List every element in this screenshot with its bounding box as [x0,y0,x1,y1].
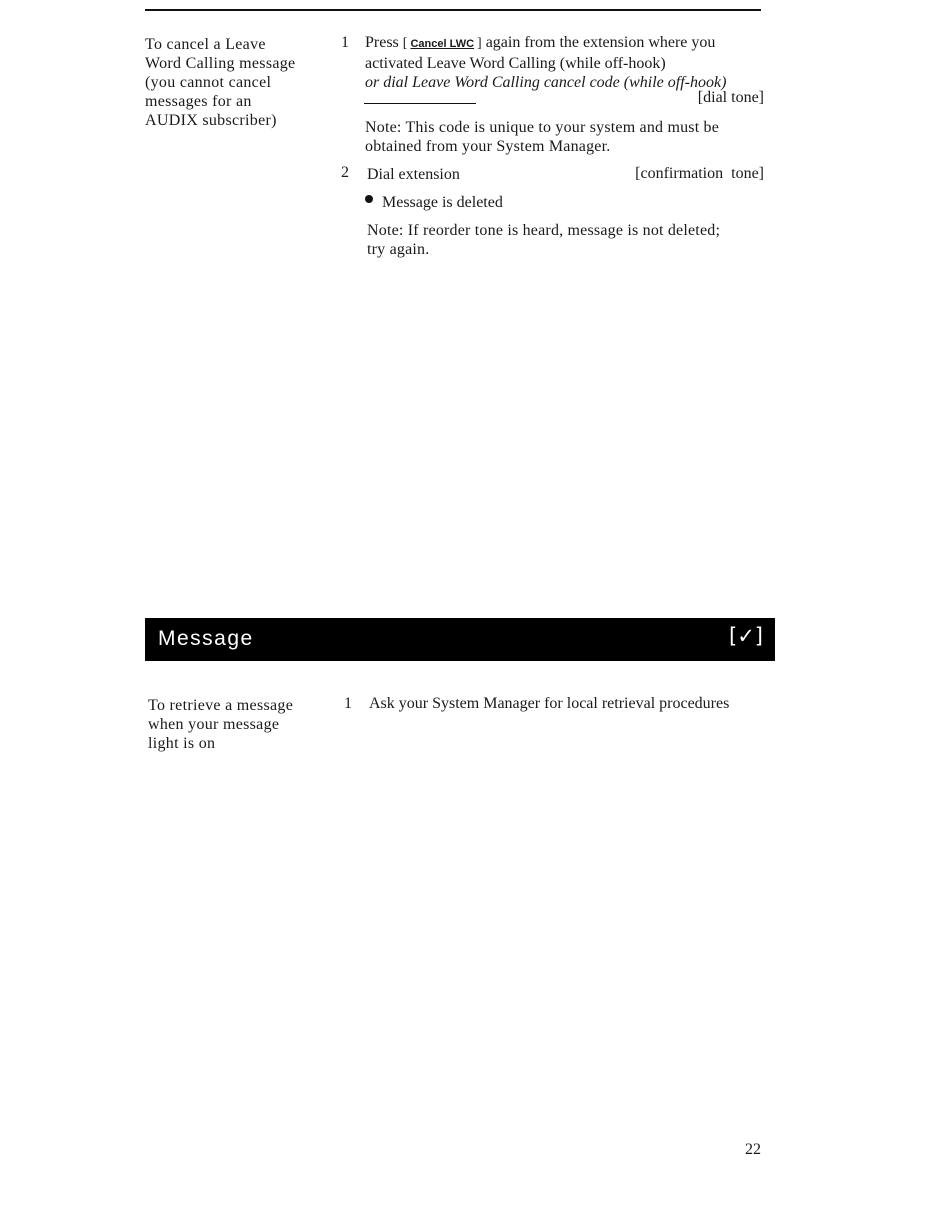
cancel-lwc-button: Cancel LWC [410,38,475,50]
bracket-open: [ [402,36,408,51]
step-1-line-2: activated Leave Word Calling (while off-hook) [365,55,666,72]
task-line: light is on [148,735,216,752]
confirmation-tone-label: [confirmation tone] [635,165,764,182]
note-line: Note: This code is unique to your system and must be [365,119,720,136]
step-1-line-1 [365,33,765,54]
task-line: To cancel a Leave [145,36,266,53]
task-line: (you cannot cancel [145,74,272,91]
step-2-text: Dial extension [367,166,460,183]
message-section-header [145,618,775,661]
task-line: messages for an [145,93,252,110]
step-1-line-1-rest: again from the extension where you [485,34,716,51]
step-2-note [367,221,767,259]
note-line: Note: If reorder tone is heard, message is not deleted; [367,222,721,239]
retrieve-step-text: Ask your System Manager for local retrieval procedures [369,695,730,712]
task-line: Word Calling message [145,55,296,72]
dial-tone-label: [dial tone] [697,89,764,106]
checkbox-icon: [✓] [729,624,763,648]
step-number: 1 [344,695,352,712]
note-line: obtained from your System Manager. [365,138,611,155]
task-line: when your message [148,716,280,733]
step-1-line-3: or dial Leave Word Calling cancel code (while off-hook) [365,74,727,91]
task-description-retrieve [148,696,293,753]
bullet-icon [365,195,373,203]
page-number: 22 [745,1141,761,1158]
code-entry-blank [364,103,476,104]
task-line: To retrieve a message [148,697,294,714]
note-line: try again. [367,241,430,258]
task-description-cancel [145,35,295,130]
step-number: 2 [341,164,349,181]
step-1-instructions [365,33,765,92]
top-rule [145,9,761,11]
task-line: AUDIX subscriber) [145,112,277,129]
bullet-message-deleted: Message is deleted [382,194,503,211]
press-word: Press [365,34,399,51]
bracket-close: ] [477,36,482,51]
step-number: 1 [341,34,349,51]
section-title: Message [158,627,254,650]
step-1-note [365,118,765,156]
